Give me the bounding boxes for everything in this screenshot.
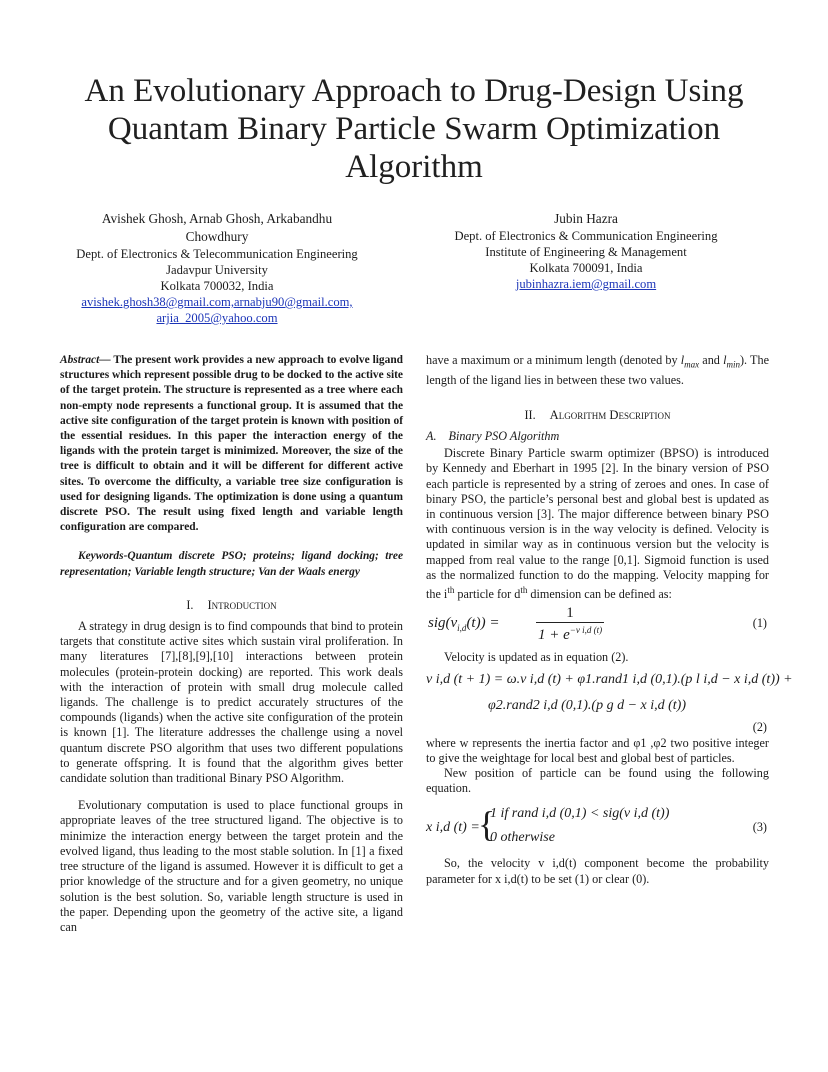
left-column: [60, 353, 403, 935]
author-email-link-2[interactable]: arjia_2005@yahoo.com: [156, 311, 278, 325]
abstract-label: Abstract—: [60, 354, 111, 366]
author-university: Jadavpur University: [166, 263, 268, 277]
intro-continuation: have a maximum or a minimum length (denoted by $l_{max}$ and $l_{min}$). The length of the ligand lies in between these two values.: [426, 353, 769, 387]
author-names-line-2: Chowdhury: [185, 229, 249, 244]
title-line-2: Quantam Binary Particle Swarm Optimization: [107, 111, 721, 147]
section-heading-algorithm: [426, 408, 769, 423]
author-dept: Dept. of Electronics & Telecommunication Engineering: [76, 247, 358, 261]
equation-2: [426, 671, 793, 736]
equation-2-line-1: v i,d (t + 1) = ω.v i,d (t) + φ1.rand1 i,d (0,1).(p l i,d − x i,d (t)) +: [426, 671, 793, 687]
section-title: Algorithm Description: [549, 407, 671, 422]
author-block-left: [58, 210, 376, 326]
subsection-heading: A. Binary PSO Algorithm: [426, 429, 560, 444]
author-city: Kolkata 700032, India: [160, 279, 274, 293]
title-line-1: An Evolutionary Approach to Drug-Design Using: [84, 73, 744, 109]
author-dept-right: Dept. of Electronics & Communication Engineering: [454, 229, 718, 243]
position-paragraph: New position of particle can be found using the following equation.: [426, 765, 769, 796]
intro-paragraph-1: A strategy in drug design is to find compounds that bind to protein targets that constitute active sites which sustain viral proliferation. In many literatures [7],[8],[9],[10] interactions between protein molecules (protein-protein docking) are reported. This work deals with the interaction of protein with small drug molecule called ligands. The challenge is to predict accurately structures of the compounds (ligands) when the active site configuration of the protein is known [1]. The literature addresses the challenge using a novel quantum discrete PSO algorithm that uses two different populations to generate offspring. It is found that the algorithm gives better candidate solution than traditional Binary PSO Algorithm.: [60, 619, 403, 786]
title-line-3: Algorithm: [345, 149, 483, 185]
equation-2-line-2: φ2.rand2 i,d (0,1).(p g d − x i,d (t)): [488, 697, 686, 713]
section-title: Introduction: [207, 597, 277, 612]
equation-3-case-2: 0 otherwise: [490, 830, 555, 846]
section-heading-introduction: [60, 598, 403, 613]
velocity-text: Velocity is updated as in equation (2).: [444, 650, 629, 665]
right-column: [426, 353, 793, 887]
probability-paragraph: So, the velocity v i,d(t) component become the probability parameter for x i,d(t) to be set (1) or clear (0).: [426, 856, 769, 886]
abstract: [60, 353, 403, 535]
author-city-right: Kolkata 700091, India: [529, 261, 643, 275]
section-number: II.: [524, 407, 536, 422]
abstract-text: The present work provides a new approach to evolve ligand structures which represent possible drug to be docked to the active site of the target protein. The structure is represented as a tree where each non-empty node represents a functional group. It is assumed that the active site configuration of the target protein is known with position of the essential residues. In this paper the interaction energy of the ligands with the protein target is minimized. Moreover, the size of the tree is difficult to obtain and it will be different for different active sites. To overcome the difficulty, a variable tree size configuration is used for designing ligands. The optimization is done using a quantum discrete PSO. The result using fixed length and variable length configuration are compared.: [60, 354, 403, 534]
author-names-line-1: Avishek Ghosh, Arnab Ghosh, Arkabandhu: [101, 211, 333, 226]
keywords: Keywords-Quantum discrete PSO; proteins; ligand docking; tree representation; Variable length structure; Van der Waals energy: [60, 550, 403, 578]
bpso-paragraph-1: Discrete Binary Particle swarm optimizer (BPSO) is introduced by Kennedy and Eberhart in 1995 [2]. In the binary version of PSO each particle is represented by a string of zeroes and ones. In case of binary PSO, the particle’s personal best and global best is updated as in continuous version [3]. The major difference between binary PSO with continuous version is in the way velocity is defined. Velocity is updated in similar way as in continuous version but the velocity is mapped from real value to the range [0,1]. Sigmoid function is used as the normalized function to do the mapping. Velocity mapping for the $i^{th}$ particle for $d^{th}$ dimension can be defined as:: [426, 446, 769, 602]
author-institute-right: Institute of Engineering & Management: [485, 245, 687, 259]
equation-number: (2): [752, 719, 767, 734]
paper-title: [60, 72, 768, 186]
equation-number: (3): [752, 820, 767, 835]
author-name-right: Jubin Hazra: [554, 211, 618, 226]
author-block-right: [430, 210, 742, 292]
intro-paragraph-2: Evolutionary computation is used to place functional groups in appropriate leaves of the tree structured ligand. The objective is to minimize the interaction energy between the target protein and the evolved ligand, thus leading to the most stable solution. In [1] a fixed tree structure of the ligand is assumed. However it is difficult to get a prior knowledge of the structure and for a given geometry, no unique solution is the best solution. So, variable length structure is used in the paper. Depending upon the geometry of the active site, a ligand can: [60, 798, 403, 934]
weights-paragraph: where w represents the inertia factor and φ1 ,φ2 two positive integer to give the weightage for local best and global best of particles.: [426, 735, 769, 765]
author-email-link-right[interactable]: jubinhazra.iem@gmail.com: [515, 277, 657, 291]
section-number: I.: [186, 597, 194, 612]
equation-3-case-1: 1 if rand i,d (0,1) < sig(v i,d (t)): [490, 806, 670, 822]
author-email-link-1[interactable]: avishek.ghosh38@gmail.com,arnabju90@gmail.com,: [81, 295, 353, 309]
equation-number: (1): [752, 616, 767, 631]
equation-3: x i,d (t) = { 1 if rand i,d (0,1) < sig(v i,d (t)) 0 otherwise (3): [426, 804, 767, 846]
equation-1: $sig(v_{i,d}(t))$ = $\frac{1}{1 + e^{-v i,d (t)}}$ (1): [428, 605, 767, 643]
